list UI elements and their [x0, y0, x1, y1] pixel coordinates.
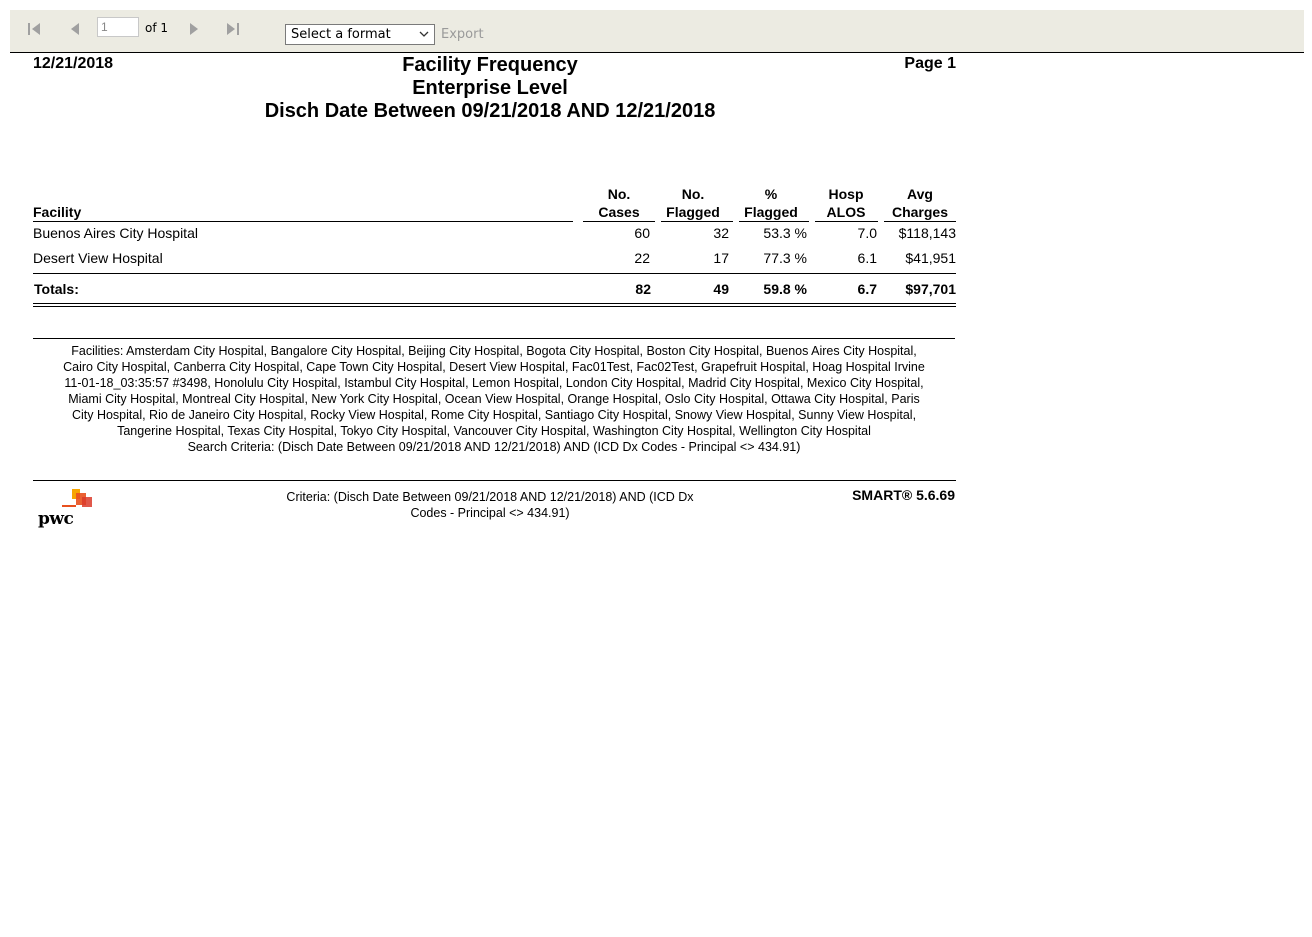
- pwc-logo-text: pwc: [38, 509, 74, 529]
- facility-name: Buenos Aires City Hospital: [33, 225, 198, 241]
- report-date: 12/21/2018: [33, 55, 114, 72]
- flagged-value: 32: [713, 225, 729, 241]
- report-title: Facility Frequency: [402, 54, 578, 76]
- totals-label: Totals:: [34, 281, 79, 297]
- software-version: SMART® 5.6.69: [852, 487, 955, 503]
- page-number-input[interactable]: [97, 17, 139, 37]
- totals-alos: 6.7: [857, 281, 877, 297]
- pct-flagged-value: 53.3 %: [763, 225, 807, 241]
- next-page-icon: [188, 22, 200, 36]
- column-header-cases-line1: No.: [607, 186, 631, 202]
- footnote-line: Facilities: Amsterdam City Hospital, Bangalore City Hospital, Beijing City Hospital, Bogota City Hospital, Boston City Hospital, Buenos Aires City Hospital,: [71, 344, 917, 358]
- header-underline: [33, 221, 573, 222]
- footnote-line: Miami City Hospital, Montreal City Hospital, New York City Hospital, Ocean View Hospital, Orange Hospital, Oslo City Hospital, Ottawa City Hospital, Paris: [68, 392, 920, 406]
- header-underline: [739, 221, 809, 222]
- report-date-range: Disch Date Between 09/21/2018 AND 12/21/2018: [264, 100, 716, 122]
- header-underline: [661, 221, 733, 222]
- criteria-line: Criteria: (Disch Date Between 09/21/2018 AND 12/21/2018) AND (ICD Dx: [286, 490, 694, 504]
- export-link[interactable]: Export: [441, 27, 484, 42]
- facility-name: Desert View Hospital: [33, 250, 163, 266]
- pwc-logo: [36, 487, 96, 533]
- previous-page-icon: [69, 22, 81, 36]
- search-criteria: Search Criteria: (Disch Date Between 09/21/2018 AND 12/21/2018) AND (ICD Dx Codes - Principal <> 434.91): [187, 440, 801, 454]
- footnote-line: City Hospital, Rio de Janeiro City Hospital, Rocky View Hospital, Rome City Hospital, Santiago City Hospital, Snowy View Hospital, Sunny View Hospital,: [71, 408, 917, 422]
- column-header-pct-line2: Flagged: [744, 204, 798, 220]
- cases-value: 60: [634, 225, 650, 241]
- report-page-number: Page 1: [904, 55, 956, 72]
- first-page-button[interactable]: [23, 18, 45, 40]
- column-header-flagged-line1: No.: [681, 186, 705, 202]
- facilities-footnote: [33, 343, 955, 455]
- column-header-pct-line1: %: [764, 186, 778, 202]
- footnote-divider: [33, 338, 955, 339]
- first-page-icon: [26, 22, 42, 36]
- footnote-line: Tangerine Hospital, Texas City Hospital, Tokyo City Hospital, Vancouver City Hospital, Washington City Hospital, Wellington City Hospital: [117, 424, 871, 438]
- column-header-cases-line2: Cases: [598, 204, 640, 220]
- totals-pct-flagged: 59.8 %: [763, 281, 807, 297]
- footnote-line: Cairo City Hospital, Canberra City Hospital, Cape Town City Hospital, Desert View Hospital, Fac01Test, Fac02Test, Grapefruit Hospital, Hoag Hospital Irvine: [63, 360, 925, 374]
- header-underline: [884, 221, 956, 222]
- totals-double-underline: [33, 303, 956, 307]
- pwc-logo-mark: [36, 487, 96, 511]
- next-page-button[interactable]: [183, 18, 205, 40]
- footer-divider: [33, 480, 956, 481]
- previous-page-button[interactable]: [64, 18, 86, 40]
- export-format-select[interactable]: [285, 24, 435, 45]
- column-header-flagged-line2: Flagged: [666, 204, 720, 220]
- chevron-down-icon: [419, 29, 429, 39]
- footer-criteria: [270, 489, 710, 521]
- page-count-label: of 1: [145, 21, 169, 35]
- export-format-value: Select a format: [291, 27, 391, 42]
- last-page-button[interactable]: [222, 18, 244, 40]
- pct-flagged-value: 77.3 %: [763, 250, 807, 266]
- totals-separator: [33, 273, 956, 274]
- avg-charges-value: $41,951: [905, 250, 956, 266]
- last-page-icon: [225, 22, 241, 36]
- totals-cases: 82: [635, 281, 651, 297]
- flagged-value: 17: [713, 250, 729, 266]
- column-header-charges-line1: Avg: [907, 186, 933, 202]
- column-header-alos-line1: Hosp: [828, 186, 864, 202]
- alos-value: 6.1: [857, 250, 877, 266]
- alos-value: 7.0: [857, 225, 877, 241]
- report-subtitle: Enterprise Level: [412, 77, 568, 99]
- criteria-line: Codes - Principal <> 434.91): [410, 506, 570, 520]
- header-underline: [815, 221, 878, 222]
- column-header-alos-line2: ALOS: [826, 204, 866, 220]
- cases-value: 22: [634, 250, 650, 266]
- avg-charges-value: $118,143: [898, 225, 956, 241]
- footnote-line: 11-01-18_03:35:57 #3498, Honolulu City Hospital, Istambul City Hospital, Lemon Hospital, London City Hospital, Madrid City Hospital, Mexico City Hospital,: [64, 376, 924, 390]
- report-toolbar: [10, 10, 1304, 53]
- column-header-facility: Facility: [33, 204, 82, 220]
- totals-flagged: 49: [713, 281, 729, 297]
- column-header-charges-line2: Charges: [891, 204, 949, 220]
- totals-avg-charges: $97,701: [905, 281, 956, 297]
- header-underline: [583, 221, 655, 222]
